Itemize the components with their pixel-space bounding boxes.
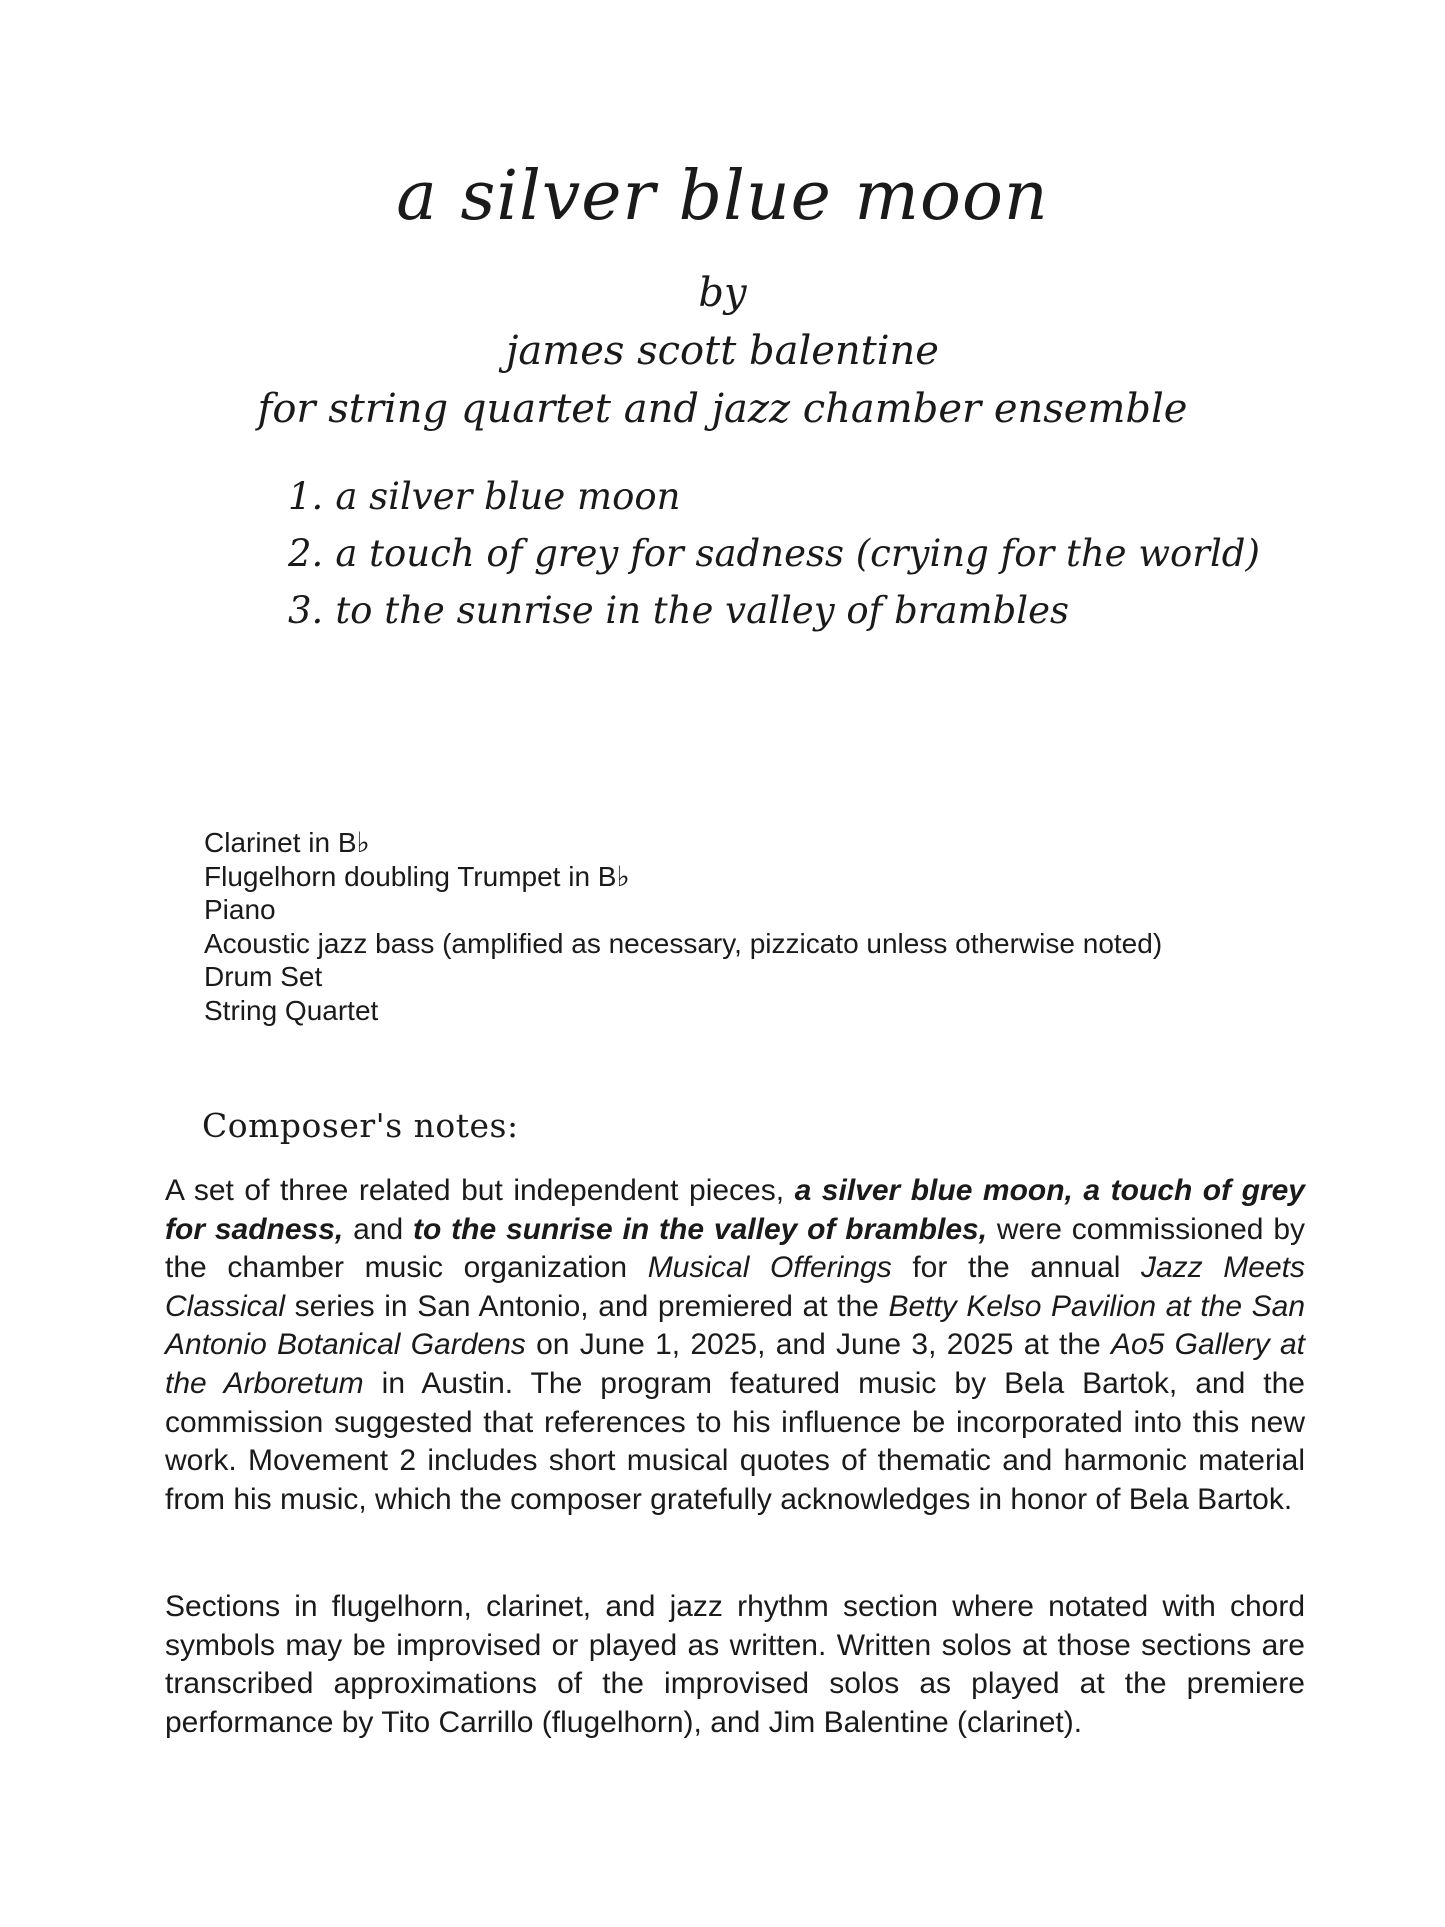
instrument-item: Acoustic jazz bass (amplified as necessary, pizzicato unless otherwise noted) [204, 927, 1163, 959]
instrumentation-list [204, 826, 1162, 1027]
composer-name: james scott balentine [506, 328, 939, 375]
instrument-item: String Quartet [204, 994, 379, 1026]
movement-title: to the sunrise in the valley of brambles [335, 589, 1070, 632]
title-block [0, 158, 1445, 432]
instrument-item: Piano [204, 894, 276, 925]
composer-notes-paragraph-2: Sections in flugelhorn, clarinet, and jazz rhythm section where notated with chord symbols may be improvised or played as written. Written solos at those sections are transcribed approximations of the improvised solos as played at the premiere performance by Tito Carrillo (flugelhorn), and Jim Balentine (clarinet). [165, 1590, 1305, 1739]
instrument-item: Flugelhorn doubling Trumpet in B♭ [204, 860, 630, 892]
instrument-item: Clarinet in B♭ [204, 827, 370, 858]
page-title: a silver blue moon [396, 157, 1049, 236]
movement-title: a silver blue moon [335, 475, 681, 518]
movement-title: a touch of grey for sadness (crying for the world) [335, 532, 1260, 575]
movement-number: 3. [288, 589, 324, 632]
ensemble-subtitle: for string quartet and jazz chamber ensemble [257, 386, 1188, 433]
composer-notes-paragraph-1: A set of three related but independent pieces, a silver blue moon, a touch of grey for sadness, and to the sunrise in the valley of brambles, were commissioned by the chamber music organization Musical Offerings for the annual Jazz Meets Classical series in San Antonio, and premiered at the Betty Kelso Pavilion at the San Antonio Botanical Gardens on June 1, 2025, and June 3, 2025 at the Ao5 Gallery at the Arboretum in Austin. The program featured music by Bela Bartok, and the commission suggested that references to his influence be incorporated into this new work. Movement 2 includes short musical quotes of thematic and harmonic material from his music, which the composer gratefully acknowledges in honor of Bela Bartok. [165, 1174, 1306, 1516]
movement-number: 2. [288, 532, 324, 575]
movement-item [288, 525, 1260, 582]
byline: by [698, 270, 747, 317]
instrument-item: Drum Set [204, 961, 323, 992]
movement-number: 1. [288, 475, 324, 518]
movement-item [288, 468, 1260, 525]
movement-item [288, 582, 1260, 639]
movements-list [288, 468, 1260, 639]
composer-notes-heading: Composer's notes: [202, 1106, 519, 1145]
